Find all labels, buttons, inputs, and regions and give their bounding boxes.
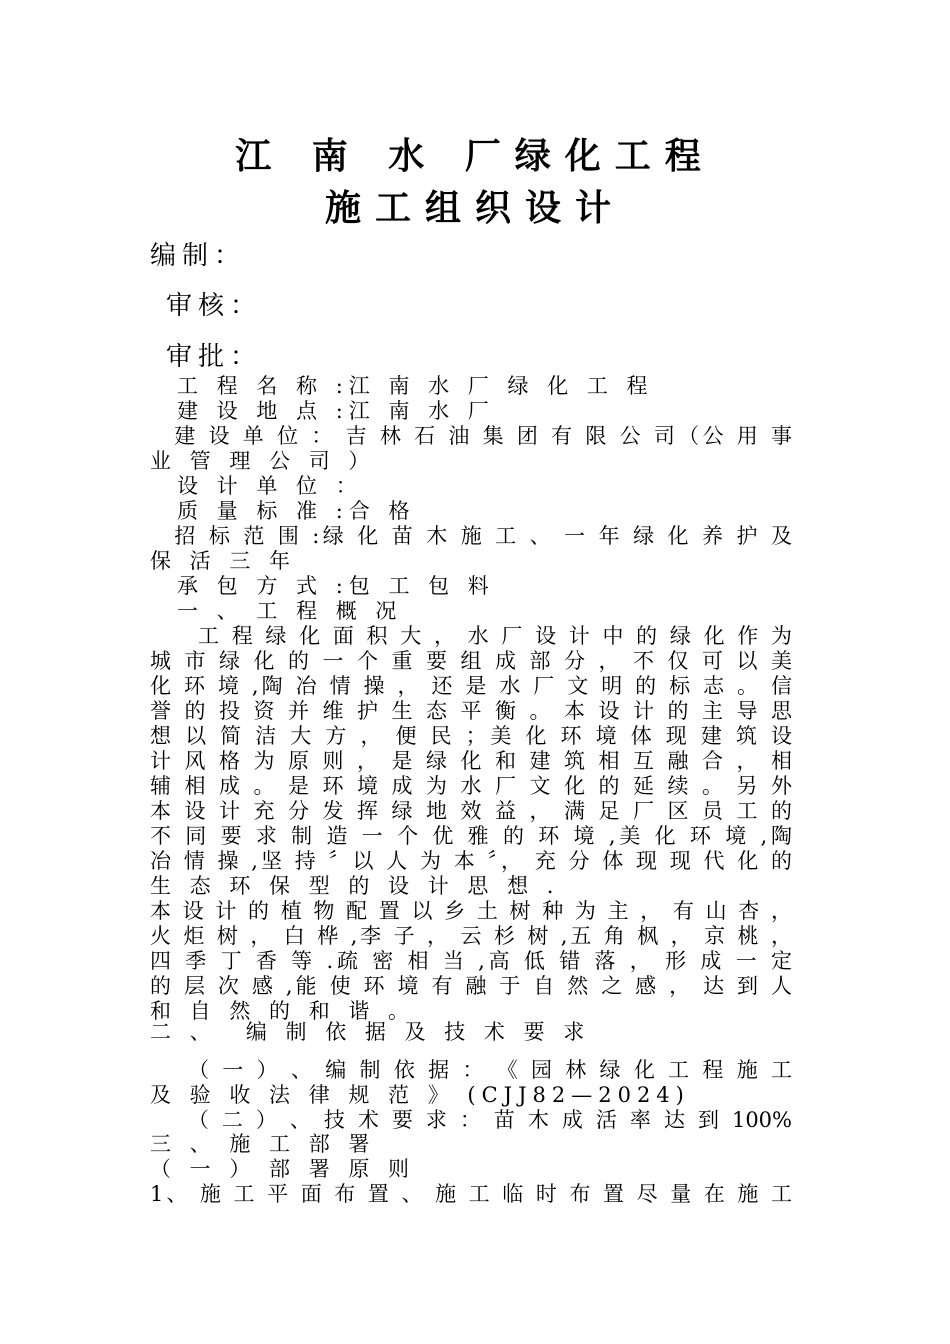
- text-line: 冶 情 操 ,坚 持 〞以 人 为 本 〞， 充 分 体 现 现 代 化 的: [150, 849, 792, 873]
- text-line: 质 量 标 准 :合 格: [150, 499, 416, 523]
- text-line: 工 程 绿 化 面 积 大 ， 水 厂 设 计 中 的 绿 化 作 为: [150, 624, 792, 648]
- document-title-line2: 施工组织设计: [324, 188, 625, 229]
- text-line: 化 环 境 ,陶 冶 情 操 ， 还 是 水 厂 文 明 的 标 志 。 信: [150, 674, 792, 698]
- text-line: 承 包 方 式 :包 工 包 料: [150, 574, 495, 598]
- section-heading: 一 、 工 程 概 况: [150, 599, 403, 623]
- text-line: 1、 施 工 平 面 布 置 、 施 工 临 时 布 置 尽 量 在 施 工: [150, 1182, 792, 1206]
- signature-review: 审核：: [166, 291, 263, 321]
- signature-approve: 审批：: [166, 342, 263, 372]
- subsection-heading: （ 一 ） 部 署 原 则: [150, 1157, 416, 1181]
- signature-compile: 编制：: [150, 241, 247, 271]
- text-line: 誉 的 投 资 并 维 护 生 态 平 衡 。 本 设 计 的 主 导 思: [150, 699, 792, 723]
- text-line: 招 标 范 围 :绿 化 苗 木 施 工 、 一 年 绿 化 养 护 及: [150, 524, 792, 548]
- text-line: 及 验 收 法 律 规 范 》 (CJJ82—2024): [150, 1083, 690, 1107]
- text-line: 辅 相 成 。 是 环 境 成 为 水 厂 文 化 的 延 续 。 另 外: [150, 774, 792, 798]
- document-title-line1: 江 南 水 厂绿化工程: [235, 136, 715, 177]
- text-line: 设 计 单 位 ：: [150, 474, 363, 498]
- text-line: 保 活 三 年: [150, 549, 297, 573]
- text-line: 的 层 次 感 ,能 使 环 境 有 融 于 自 然 之 感 ， 达 到 人: [150, 974, 792, 998]
- text-line: （ 一 ） 、 编 制 依 据 ： 《 园 林 绿 化 工 程 施 工: [150, 1058, 792, 1082]
- text-line: 工 程 名 称 :江 南 水 厂 绿 化 工 程: [150, 374, 654, 398]
- text-line: 生 态 环 保 型 的 设 计 思 想 .: [150, 874, 560, 898]
- text-line: 业 管 理 公 司 ）: [150, 449, 376, 473]
- text-line: （ 二 ） 、 技 术 要 求 ： 苗 木 成 活 率 达 到 100%: [150, 1108, 792, 1132]
- text-line: 火 炬 树 ， 白 桦 ,李 子 ， 云 杉 树 ,五 角 枫 ， 京 桃 ，: [150, 924, 792, 948]
- text-line: 建 设 单 位 ： 吉 林 石 油 集 团 有 限 公 司（公 用 事: [150, 424, 792, 448]
- section-heading: 三 、 施 工 部 署: [150, 1132, 376, 1156]
- text-line: 本 设 计 充 分 发 挥 绿 地 效 益 ， 满 足 厂 区 员 工 的: [150, 799, 792, 823]
- text-line: 城 市 绿 化 的 一 个 重 要 组 成 部 分 ， 不 仅 可 以 美: [150, 649, 792, 673]
- text-line: 建 设 地 点 :江 南 水 厂: [150, 399, 495, 423]
- section-heading: 二 、 编 制 依 据 及 技 术 要 求: [150, 1020, 591, 1044]
- text-line: 计 风 格 为 原 则 ， 是 绿 化 和 建 筑 相 互 融 合 ， 相: [150, 749, 792, 773]
- text-line: 四 季 丁 香 等 .疏 密 相 当 ,高 低 错 落 ， 形 成 一 定: [150, 949, 792, 973]
- text-line: 不 同 要 求 制 造 一 个 优 雅 的 环 境 ,美 化 环 境 ,陶: [150, 824, 792, 848]
- text-line: 本 设 计 的 植 物 配 置 以 乡 土 树 种 为 主 ， 有 山 杏 ，: [150, 899, 792, 923]
- text-line: 想 以 简 洁 大 方 ， 便 民 ；美 化 环 境 体 现 建 筑 设: [150, 724, 792, 748]
- text-line: 和 自 然 的 和 谐 。: [150, 999, 416, 1023]
